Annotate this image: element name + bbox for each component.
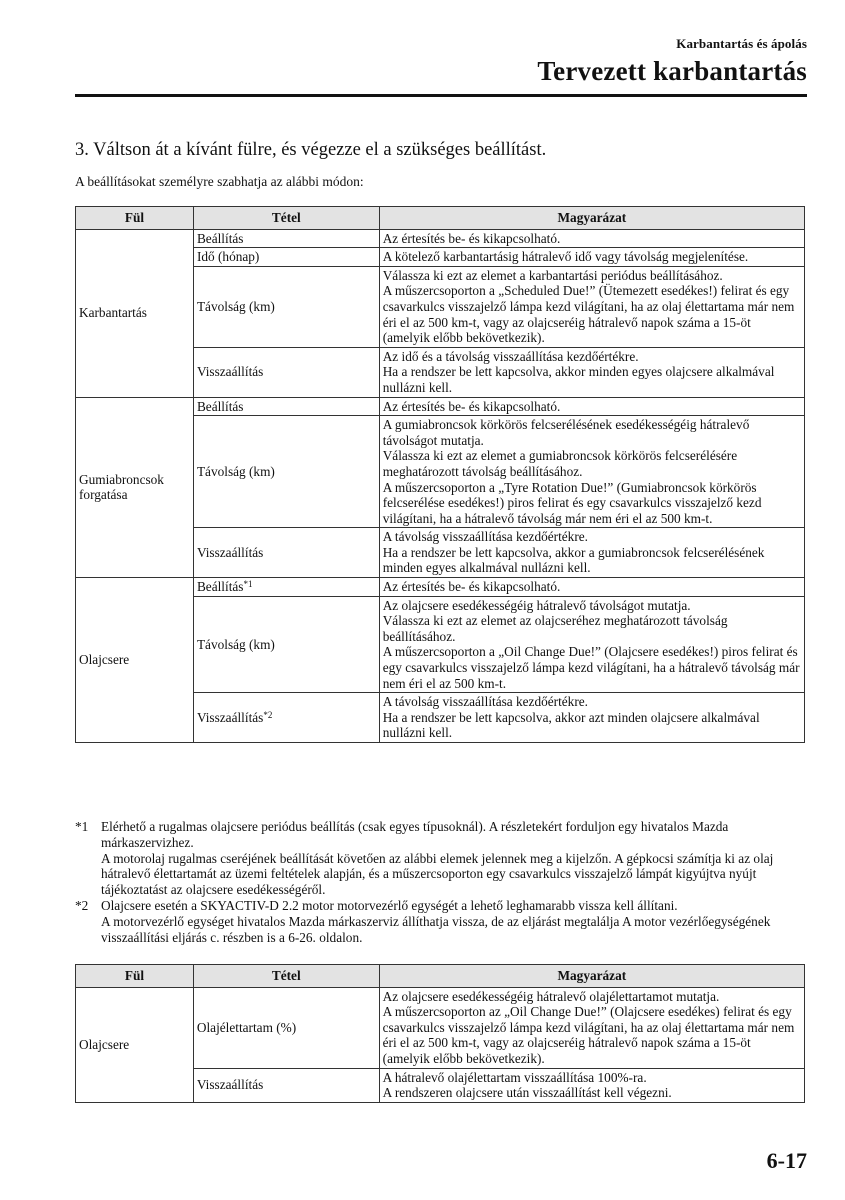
oil-life-table xyxy=(75,964,805,1103)
explanation-cell xyxy=(379,248,804,267)
step-instruction: 3. Váltson át a kívánt fülre, és végezze el a szükséges beállítást. xyxy=(75,140,547,160)
explanation-cell xyxy=(379,397,804,416)
table-row xyxy=(76,987,805,1068)
tab-cell-oil-change: Olajcsere xyxy=(76,578,194,743)
item-cell: Távolság (km) xyxy=(193,416,379,528)
item-cell: Beállítás xyxy=(193,229,379,248)
explanation-cell xyxy=(379,347,804,397)
footnote-ref: *1 xyxy=(243,579,253,590)
explanation-text: Az olajcsere esedékességéig hátralevő távolságot mutatja. xyxy=(382,597,691,613)
table-row xyxy=(76,397,805,416)
item-cell: Idő (hónap) xyxy=(193,248,379,267)
header-tab: Fül xyxy=(76,965,194,988)
explanation-text: Válassza ki ezt az elemet az olajcseréhez meghatározott távolság beállításához. xyxy=(382,613,728,644)
header-item: Tétel xyxy=(193,965,379,988)
footnote-text: A motorvezérlő egységet hivatalos Mazda márkaszerviz állíthatja vissza, de az eljárást megtalálja A motor vezérlőegységének visszaállítási eljárás c. részben is a 6-26. oldalon. xyxy=(101,913,771,945)
item-cell xyxy=(193,693,379,743)
explanation-text: A gumiabroncsok körkörös felcserélésének esedékességéig hátralevő távolságot mutatja. xyxy=(382,417,750,448)
explanation-text: Az olajcsere esedékességéig hátralevő olajélettartamot mutatja. xyxy=(382,988,720,1004)
explanation-text: Az értesítés be- és kikapcsolható. xyxy=(382,398,561,414)
tab-cell-maintenance: Karbantartás xyxy=(76,229,194,397)
item-cell: Visszaállítás xyxy=(193,1068,379,1102)
header-explanation: Magyarázat xyxy=(379,207,804,230)
section-kicker: Karbantartás és ápolás xyxy=(676,36,807,51)
item-label: Beállítás xyxy=(196,579,244,595)
table-header-row xyxy=(76,207,805,230)
explanation-cell xyxy=(379,693,804,743)
item-cell: Távolság (km) xyxy=(193,596,379,693)
item-cell: Visszaállítás xyxy=(193,528,379,578)
item-label: Visszaállítás xyxy=(196,709,264,725)
table-header-row xyxy=(76,965,805,988)
table-row xyxy=(76,229,805,248)
explanation-text: Az értesítés be- és kikapcsolható. xyxy=(382,230,561,246)
explanation-cell xyxy=(379,596,804,693)
explanation-text: A műszercsoporton a „Scheduled Due!” (Ütemezett esedékes!) felirat és egy csavarkulcs visszajelző lámpa kezd világítani, ha az olaj élettartama már nem éri el az 500 km-t, vagy az olajcseréig hátralevő napok száma a 15-öt (amelyik előbb bekövetkezik). xyxy=(382,283,795,346)
page-title: Tervezett karbantartás xyxy=(537,56,807,86)
footnote-text: Olajcsere esetén a SKYACTIV-D 2.2 motor motorvezérlő egységét a lehető leghamarabb vissza kell állítani. xyxy=(101,897,678,913)
explanation-cell xyxy=(379,229,804,248)
item-cell xyxy=(193,578,379,597)
settings-table xyxy=(75,206,805,743)
explanation-text: A műszercsoporton a „Tyre Rotation Due!” (Gumiabroncsok körkörös felcserélése esedékes!) piros felirat és egy csavarkulcs visszajelző kezd világítani, ha a hátralevő távolság már nem éri el az 500 km-t. xyxy=(382,479,762,526)
footnote-ref: *2 xyxy=(263,709,273,720)
header-item: Tétel xyxy=(193,207,379,230)
explanation-text: A távolság visszaállítása kezdőértékre. xyxy=(382,529,588,545)
footnote xyxy=(75,898,805,945)
explanation-text: Az értesítés be- és kikapcsolható. xyxy=(382,579,561,595)
explanation-text: A kötelező karbantartásig hátralevő idő vagy távolság megjelenítése. xyxy=(382,249,749,265)
explanation-text: Ha a rendszer be lett kapcsolva, akkor azt minden olajcsere alkalmával nullázni kell. xyxy=(382,709,760,741)
explanation-text: Válassza ki ezt az elemet a gumiabroncsok körkörös felcserélésére meghatározott távolság beállításához. xyxy=(382,448,738,479)
explanation-text: Az idő és a távolság visszaállítása kezdőértékre. xyxy=(382,348,639,364)
footnote xyxy=(75,819,805,898)
header-explanation: Magyarázat xyxy=(379,965,804,988)
explanation-cell xyxy=(379,1068,804,1102)
explanation-cell xyxy=(379,416,804,528)
footnotes xyxy=(75,819,805,945)
explanation-cell xyxy=(379,987,804,1068)
explanation-text: Válassza ki ezt az elemet a karbantartási periódus beállításához. xyxy=(382,267,723,283)
footnote-text: Elérhető a rugalmas olajcsere periódus beállítás (csak egyes típusoknál). A részletekért forduljon egy hivatalos Mazda márkaszervizhez. xyxy=(101,819,729,850)
explanation-text: A műszercsoporton az „Oil Change Due!” (Olajcsere esedékes) felirat és egy csavarkulcs visszajelző lámpa kezd világítani, ha az olaj élettartama már nem éri el az 500 km-t, vagy az olajcseréig hátralevő napok száma a 15-öt (amelyik előbb bekövetkezik). xyxy=(382,1004,795,1066)
explanation-cell xyxy=(379,528,804,578)
explanation-text: A műszercsoporton a „Oil Change Due!” (Olajcsere esedékes!) piros felirat és egy csavarkulcs visszajelző lámpa kezd világítani, ha a hátralevő távolság már nem éri el az 500 km-t. xyxy=(382,644,800,691)
tab-cell-tyre-rotation: Gumiabroncsok forgatása xyxy=(76,397,194,578)
intro-text: A beállításokat személyre szabhatja az alábbi módon: xyxy=(75,174,364,189)
header-tab: Fül xyxy=(76,207,194,230)
item-cell: Olajélettartam (%) xyxy=(193,987,379,1068)
explanation-text: A távolság visszaállítása kezdőértékre. xyxy=(382,694,588,710)
footnote-mark: *2 xyxy=(75,897,89,913)
item-cell: Távolság (km) xyxy=(193,266,379,347)
page-number: 6-17 xyxy=(766,1148,807,1173)
item-cell: Visszaállítás xyxy=(193,347,379,397)
table-row xyxy=(76,578,805,597)
footnote-text: A motorolaj rugalmas cseréjének beállítását követően az alábbi elemek jelennek meg a kijelzőn. A gépkocsi számítja ki az olaj hátralevő élettartamát az üzemi feltételek alapján, és a műszercsoporton egy csavarkulcs visszajelző lámpát kigyújtva nyújt tájékoztatást az olajcsere esedékességéről. xyxy=(101,850,774,898)
explanation-cell xyxy=(379,266,804,347)
title-rule xyxy=(75,94,807,97)
tab-cell-oil-change: Olajcsere xyxy=(76,987,194,1102)
explanation-text: A rendszeren olajcsere után visszaállítást kell végezni. xyxy=(382,1085,672,1101)
explanation-text: Ha a rendszer be lett kapcsolva, akkor a gumiabroncsok felcserélésének minden egyes alkalmával nullázni kell. xyxy=(382,544,765,576)
footnote-mark: *1 xyxy=(75,819,89,834)
explanation-text: A hátralevő olajélettartam visszaállítása 100%-ra. xyxy=(382,1069,647,1085)
explanation-cell xyxy=(379,578,804,597)
explanation-text: Ha a rendszer be lett kapcsolva, akkor minden egyes olajcsere alkalmával nullázni kell. xyxy=(382,364,775,395)
item-cell: Beállítás xyxy=(193,397,379,416)
